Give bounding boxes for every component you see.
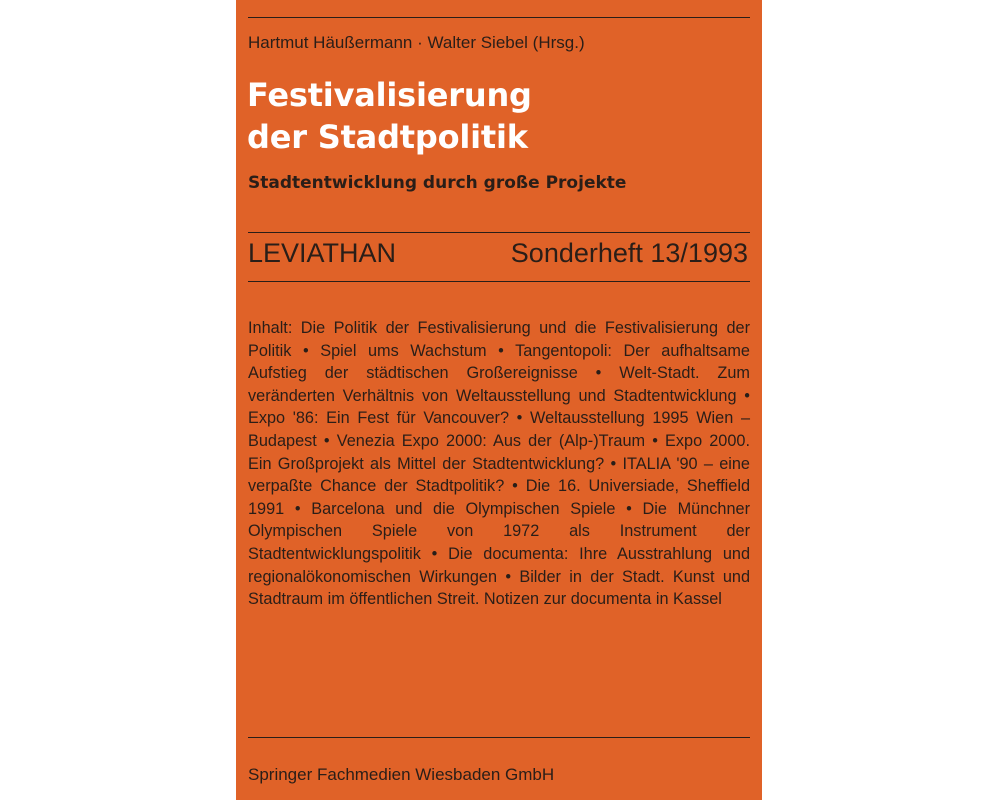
- editors-line: Hartmut Häußermann · Walter Siebel (Hrsg.): [248, 33, 585, 52]
- title-line-2: der Stadtpolitik: [247, 118, 528, 156]
- series-top-rule: [248, 232, 750, 233]
- issue-number: Sonderheft 13/1993: [510, 238, 748, 268]
- top-rule: [248, 17, 750, 18]
- series-bottom-rule: [248, 281, 750, 282]
- title-line-1: Festivalisierung: [247, 76, 532, 114]
- book-title: [247, 74, 532, 158]
- table-of-contents: Inhalt: Die Politik der Festivalisierung und die Festivalisierung der Politik • Spiel ums Wachstum • Tangentopoli: Der aufhaltsame Aufstieg der städtischen Großereignisse • Welt-Stadt. Zum veränderten Verhältnis von Weltausstellung und Stadtentwicklung • Expo '86: Ein Fest für Vancouver? • Weltausstellung 1995 Wien – Budapest • Venezia Expo 2000: Aus der (Alp-)Traum • Expo 2000. Ein Großprojekt als Mittel der Stadtentwicklung? • ITALIA '90 – eine verpaßte Chance der Stadtpolitik? • Die 16. Universiade, Sheffield 1991 • Barcelona und die Olympischen Spiele • Die Münchner Olympischen Spiele von 1972 als Instrument der Stadtentwicklungspolitik • Die documenta: Ihre Ausstrahlung und regionalökonomischen Wirkungen • Bilder in der Stadt. Kunst und Stadtraum im öffentlichen Streit. Notizen zur documenta in Kassel: [248, 319, 750, 609]
- publisher-name: Springer Fachmedien Wiesbaden GmbH: [248, 765, 555, 784]
- bottom-rule: [248, 737, 750, 738]
- book-subtitle: Stadtentwicklung durch große Projekte: [248, 173, 627, 193]
- series-name: LEVIATHAN: [248, 238, 397, 268]
- book-cover: [236, 0, 762, 800]
